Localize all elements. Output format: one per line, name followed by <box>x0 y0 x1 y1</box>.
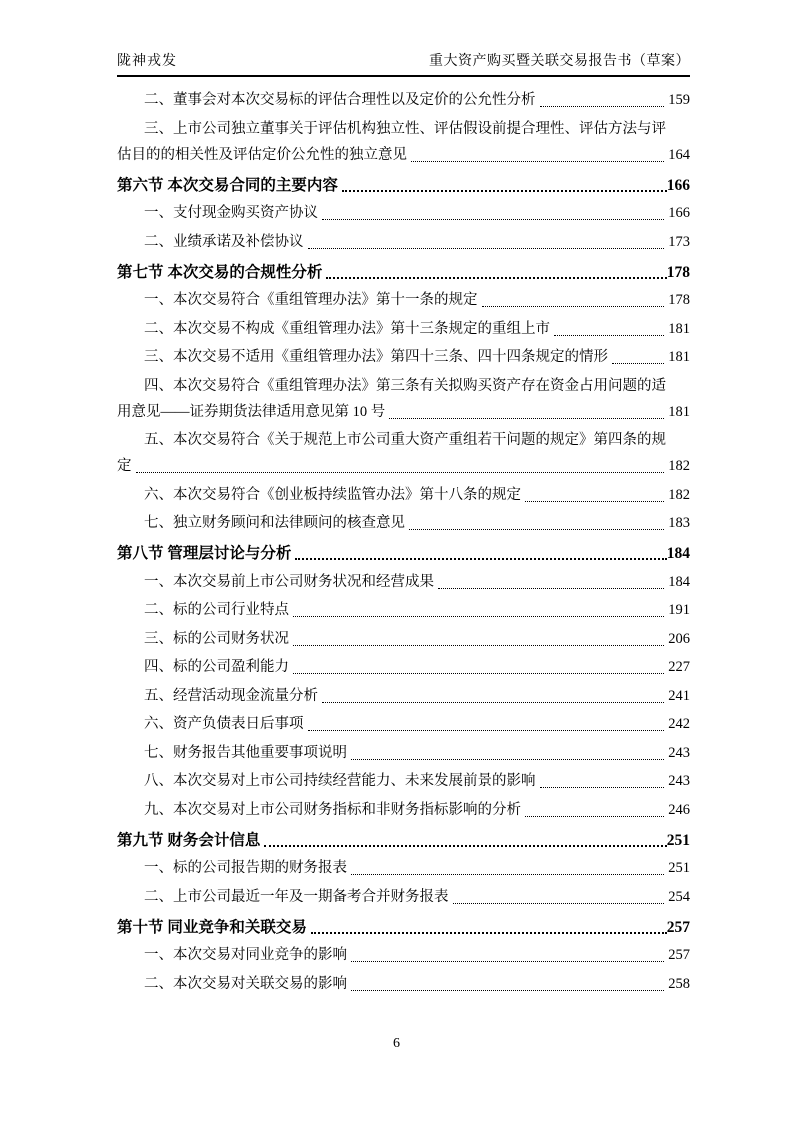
page-ref: 181 <box>668 320 690 337</box>
toc-entry-text: 一、标的公司报告期的财务报表 <box>144 860 347 876</box>
toc-entry-text: 二、业绩承诺及补偿协议 <box>144 233 304 250</box>
dot-leader <box>453 903 665 904</box>
toc-entry-text: 第八节 管理层讨论与分析 <box>117 545 292 562</box>
toc-entry-text: 定 <box>117 458 132 474</box>
toc-sub-entry <box>117 320 690 339</box>
page-ref: 182 <box>668 458 690 474</box>
dot-leader <box>295 558 666 560</box>
page-ref: 159 <box>668 92 690 108</box>
dot-leader <box>293 673 664 674</box>
toc-entry-text: 六、资产负债表日后事项 <box>144 716 304 732</box>
toc-entry-row <box>117 658 690 677</box>
page-ref: 257 <box>666 918 690 936</box>
toc-entry-text: 二、董事会对本次交易标的评估合理性以及定价的公允性分析 <box>144 92 536 108</box>
toc-entry-text: 五、本次交易符合《关于规范上市公司重大资产重组若干问题的规定》第四条的规 <box>144 432 666 448</box>
toc-sub-entry <box>117 601 690 620</box>
dot-leader <box>351 874 664 875</box>
toc-entry-row <box>117 831 690 850</box>
dot-leader <box>264 845 666 847</box>
toc-sub-entry <box>117 888 690 907</box>
toc-sub-entry <box>117 204 690 223</box>
toc-entry-text: 第六节 本次交易合同的主要内容 <box>117 176 338 194</box>
toc-entry-text: 用意见——证券期货法律适用意见第 10 号 <box>117 403 386 420</box>
toc-entry-text: 第七节 本次交易的合规性分析 <box>117 263 323 281</box>
toc-entry-text: 六、本次交易符合《创业板持续监管办法》第十八条的规定 <box>144 486 521 503</box>
toc-entry-text: 四、本次交易符合《重组管理办法》第三条有关拟购买资产存在资金占用问题的适 <box>144 377 666 394</box>
toc-entry-row <box>117 630 690 649</box>
dot-leader <box>411 161 664 162</box>
dot-leader <box>293 616 664 617</box>
toc-entry-row <box>117 457 690 476</box>
page-ref: 166 <box>666 176 690 194</box>
page-ref: 182 <box>668 486 690 503</box>
page-ref: 257 <box>668 947 690 963</box>
toc-entry-row <box>117 801 690 820</box>
page-ref: 181 <box>668 403 690 420</box>
page-ref: 227 <box>668 659 690 675</box>
page-ref: 178 <box>666 263 690 281</box>
toc-entry-text: 七、财务报告其他重要事项说明 <box>144 744 347 761</box>
toc-entry-row <box>117 233 690 252</box>
toc-entry-row <box>117 601 690 620</box>
toc-entry-row <box>117 859 690 878</box>
page-ref: 243 <box>668 744 690 761</box>
toc-entry-row <box>117 918 690 937</box>
dot-leader <box>351 759 664 760</box>
page-ref: 241 <box>668 687 690 704</box>
toc-entry-row <box>117 687 690 706</box>
toc-entry-text: 四、标的公司盈利能力 <box>144 659 289 675</box>
toc-section-entry <box>117 263 690 282</box>
toc-entry-row <box>117 403 690 422</box>
page-ref: 191 <box>668 602 690 618</box>
toc-entry-text: 三、标的公司财务状况 <box>144 630 289 647</box>
toc-entry-text: 估目的的相关性及评估定价公允性的独立意见 <box>117 146 407 163</box>
page-header <box>117 52 690 77</box>
toc-sub-entry <box>117 486 690 505</box>
toc-sub-entry <box>117 233 690 252</box>
toc-sub-entry <box>117 120 690 165</box>
toc-entry-text: 第九节 财务会计信息 <box>117 831 261 849</box>
dot-leader <box>351 990 664 991</box>
toc-sub-entry <box>117 975 690 994</box>
toc-entry-text: 二、标的公司行业特点 <box>144 602 289 618</box>
dot-leader <box>389 418 664 419</box>
toc-entry-row <box>117 348 690 367</box>
toc-entry-text: 一、本次交易符合《重组管理办法》第十一条的规定 <box>144 292 478 308</box>
toc-sub-entry <box>117 431 690 476</box>
page-number: 6 <box>393 1036 400 1051</box>
toc-sub-entry <box>117 744 690 763</box>
page-ref: 184 <box>668 573 690 590</box>
toc-entry-row <box>117 146 690 165</box>
page-ref: 251 <box>668 860 690 876</box>
page-ref: 164 <box>668 146 690 163</box>
toc-sub-entry <box>117 772 690 791</box>
toc-entry-row <box>117 204 690 223</box>
toc-section-entry <box>117 544 690 563</box>
toc-entry-text: 八、本次交易对上市公司持续经营能力、未来发展前景的影响 <box>144 773 536 789</box>
toc-sub-entry <box>117 859 690 878</box>
toc-entry-text: 二、上市公司最近一年及一期备考合并财务报表 <box>144 888 449 905</box>
toc-entry-text: 九、本次交易对上市公司财务指标和非财务指标影响的分析 <box>144 801 521 818</box>
toc-entry-row <box>117 975 690 994</box>
toc-entry-row <box>117 544 690 563</box>
toc-entry-row <box>117 291 690 310</box>
page-ref: 178 <box>668 292 690 308</box>
dot-leader <box>351 961 664 962</box>
toc-entry-text: 一、本次交易对同业竞争的影响 <box>144 947 347 963</box>
dot-leader <box>554 335 664 336</box>
dot-leader <box>540 787 665 788</box>
page-ref: 246 <box>668 801 690 818</box>
toc-entry-row <box>117 91 690 110</box>
toc-sub-entry <box>117 377 690 422</box>
toc-sub-entry <box>117 715 690 734</box>
toc-entry-text: 七、独立财务顾问和法律顾问的核查意见 <box>144 515 405 531</box>
dot-leader <box>311 932 667 934</box>
toc-sub-entry <box>117 291 690 310</box>
dot-leader <box>525 816 664 817</box>
page-ref: 258 <box>668 975 690 992</box>
toc-entry-row <box>117 573 690 592</box>
table-of-contents <box>117 91 690 994</box>
toc-section-entry <box>117 176 690 195</box>
toc-entry-row <box>117 715 690 734</box>
dot-leader <box>322 702 664 703</box>
toc-sub-entry <box>117 514 690 533</box>
page-ref: 206 <box>668 630 690 647</box>
page-ref: 166 <box>668 205 690 221</box>
toc-entry-row <box>117 514 690 533</box>
toc-entry-text: 第十节 同业竞争和关联交易 <box>117 918 307 936</box>
toc-entry-text: 二、本次交易不构成《重组管理办法》第十三条规定的重组上市 <box>144 320 550 337</box>
toc-sub-entry <box>117 658 690 677</box>
dot-leader <box>482 306 665 307</box>
page-ref: 243 <box>668 773 690 789</box>
toc-sub-entry <box>117 946 690 965</box>
header-document-title: 重大资产购买暨关联交易报告书（草案） <box>429 54 690 69</box>
toc-entry-text: 一、支付现金购买资产协议 <box>144 205 318 221</box>
toc-sub-entry <box>117 801 690 820</box>
toc-sub-entry <box>117 687 690 706</box>
toc-entry-row <box>117 320 690 339</box>
dot-leader <box>136 472 665 473</box>
toc-entry-text: 二、本次交易对关联交易的影响 <box>144 975 347 992</box>
dot-leader <box>308 730 665 731</box>
toc-entry-text: 三、上市公司独立董事关于评估机构独立性、评估假设前提合理性、评估方法与评 <box>144 120 666 137</box>
dot-leader <box>308 248 665 249</box>
dot-leader <box>342 190 667 192</box>
toc-entry-row <box>117 263 690 282</box>
toc-sub-entry <box>117 573 690 592</box>
page-ref: 181 <box>668 349 690 365</box>
dot-leader <box>322 219 664 220</box>
page-ref: 173 <box>668 233 690 250</box>
page-ref: 184 <box>666 545 690 562</box>
toc-entry-text: 五、经营活动现金流量分析 <box>144 687 318 704</box>
dot-leader <box>293 645 664 646</box>
toc-entry-row <box>117 888 690 907</box>
toc-section-entry <box>117 918 690 937</box>
dot-leader <box>540 106 665 107</box>
toc-entry-row <box>117 176 690 195</box>
toc-entry-row <box>117 744 690 763</box>
toc-entry-row <box>117 946 690 965</box>
page-ref: 183 <box>668 515 690 531</box>
dot-leader <box>326 277 666 279</box>
header-company-name: 陇神戎发 <box>117 54 177 69</box>
dot-leader <box>409 529 664 530</box>
page-ref: 242 <box>668 716 690 732</box>
page-ref: 251 <box>666 831 690 849</box>
toc-sub-entry <box>117 630 690 649</box>
toc-entry-text: 三、本次交易不适用《重组管理办法》第四十三条、四十四条规定的情形 <box>144 349 608 365</box>
dot-leader <box>525 501 664 502</box>
toc-entry-row <box>117 772 690 791</box>
dot-leader <box>438 588 664 589</box>
page-ref: 254 <box>668 888 690 905</box>
toc-section-entry <box>117 831 690 850</box>
toc-entry-text: 一、本次交易前上市公司财务状况和经营成果 <box>144 573 434 590</box>
dot-leader <box>612 363 664 364</box>
toc-entry-row <box>117 486 690 505</box>
toc-sub-entry <box>117 348 690 367</box>
toc-sub-entry <box>117 91 690 110</box>
